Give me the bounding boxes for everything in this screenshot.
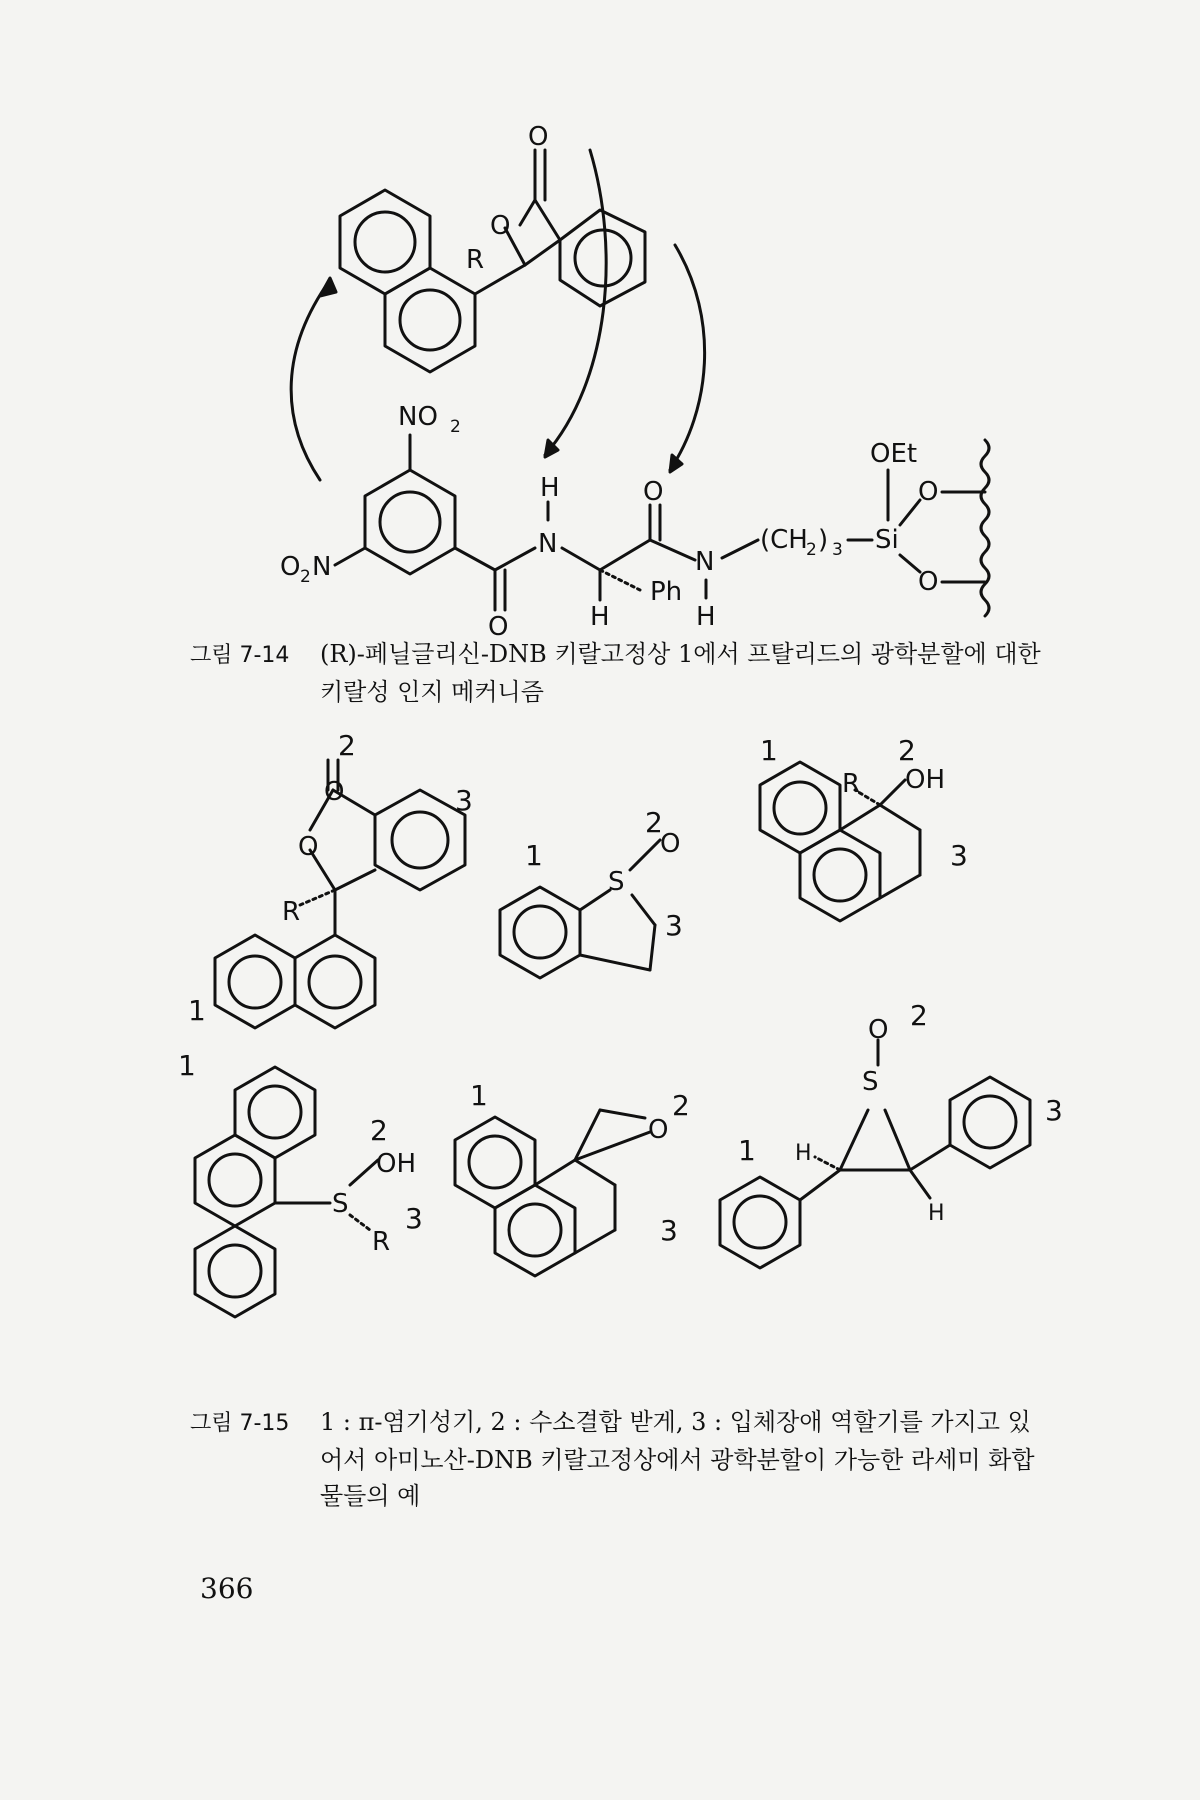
nitro-group-left-n: N [312, 552, 332, 582]
carbonyl-oxygen: O [528, 122, 549, 152]
amide-n: N [538, 529, 558, 559]
site-3: 3 [455, 784, 473, 817]
amide-h: H [540, 473, 560, 503]
site-2: 2 [910, 999, 928, 1032]
caption-line: 키랄성 인지 메커니즘 [320, 678, 544, 706]
site-3: 3 [1045, 1094, 1063, 1127]
f-sulfur: S [862, 1067, 879, 1097]
phenyl-label: Ph [650, 577, 683, 607]
amide-oxygen: O [488, 612, 509, 640]
site-2: 2 [645, 806, 663, 839]
caption-number: 그림 7-14 [190, 643, 290, 668]
d-r: R [372, 1227, 391, 1257]
amide2-n: N [695, 547, 715, 577]
nitro-subscript-left: 2 [300, 567, 311, 587]
compound-anthryl-sulfoxide [195, 1067, 378, 1317]
amide2-h: H [696, 602, 716, 632]
figure-7-15 [0, 720, 1200, 1380]
ethoxy-label: OEt [870, 439, 918, 469]
silica-oxygen-2: O [918, 567, 939, 597]
r-group-label: R [466, 245, 485, 275]
caption-line: 어서 아미노산-DNB 키랄고정상에서 광학분할이 가능한 라세미 화합 [320, 1446, 1035, 1474]
b-sulfur: S [608, 867, 625, 897]
compound-thiophene-oxide [500, 840, 660, 978]
f-oxygen: O [868, 1015, 889, 1045]
figure-7-14 [0, 0, 1200, 640]
racemate-examples-diagram [0, 720, 1200, 1380]
site-3: 3 [665, 909, 683, 942]
site-1: 1 [188, 994, 206, 1027]
site-1: 1 [470, 1079, 488, 1112]
caption-7-14 [190, 636, 1070, 710]
nitro-group-left-o: O [280, 552, 301, 582]
silica-surface [981, 440, 989, 616]
site-1: 1 [178, 1049, 196, 1082]
propyl-chain: (CH [760, 525, 808, 555]
site-2: 2 [898, 734, 916, 767]
page-number: 366 [200, 1572, 254, 1605]
site-3: 3 [950, 839, 968, 872]
a-ring-o: O [298, 832, 319, 862]
compound-spiro-epoxide [455, 1110, 650, 1276]
site-1: 1 [738, 1134, 756, 1167]
site-2: 2 [338, 729, 356, 762]
caption-line: 1 : π-염기성기, 2 : 수소결합 받게, 3 : 입체장애 역할기를 가지고 있 [320, 1408, 1031, 1436]
site-2: 2 [672, 1089, 690, 1122]
site-1: 1 [525, 839, 543, 872]
steric-arrow [670, 245, 705, 470]
phthalide-recognition-diagram [0, 0, 1200, 640]
a-r: R [282, 897, 301, 927]
silica-oxygen-1: O [918, 477, 939, 507]
site-2: 2 [370, 1114, 388, 1147]
amide2-oxygen: O [643, 477, 664, 507]
site-3: 3 [660, 1214, 678, 1247]
e-oxygen: O [648, 1115, 669, 1145]
pi-interaction-arrow [291, 280, 330, 480]
site-3: 3 [405, 1202, 423, 1235]
dinitrobenzoyl-ring [335, 435, 535, 610]
f-hydrogen-2: H [928, 1201, 945, 1226]
c-r: R [842, 769, 861, 799]
site-1: 1 [760, 734, 778, 767]
nitro-subscript-top: 2 [450, 417, 461, 437]
ring-oxygen: O [490, 211, 511, 241]
caption-number: 그림 7-15 [190, 1411, 290, 1436]
propyl-close: ) [818, 525, 829, 555]
propyl-subscript: 2 [806, 540, 817, 560]
b-oxygen: O [660, 829, 681, 859]
nitro-group-top: NO [398, 402, 438, 432]
silicon-label: Si [875, 525, 899, 555]
caption-7-15 [190, 1404, 1070, 1514]
d-sulfur: S [332, 1189, 349, 1219]
f-hydrogen-1: H [795, 1141, 812, 1166]
c-hydroxyl: OH [905, 765, 946, 795]
naphthalene-ring [340, 190, 475, 372]
caption-line: (R)-페닐글리신-DNB 키랄고정상 1에서 프탈리드의 광학분할에 대한 [320, 640, 1041, 668]
alpha-h: H [590, 602, 610, 632]
a-carbonyl-o: O [324, 777, 345, 807]
caption-line: 물들의 예 [320, 1482, 421, 1510]
d-hydroxyl: OH [376, 1149, 417, 1179]
compound-tetrahydrophenanthrenol [760, 762, 920, 921]
propyl-count: 3 [832, 540, 843, 560]
